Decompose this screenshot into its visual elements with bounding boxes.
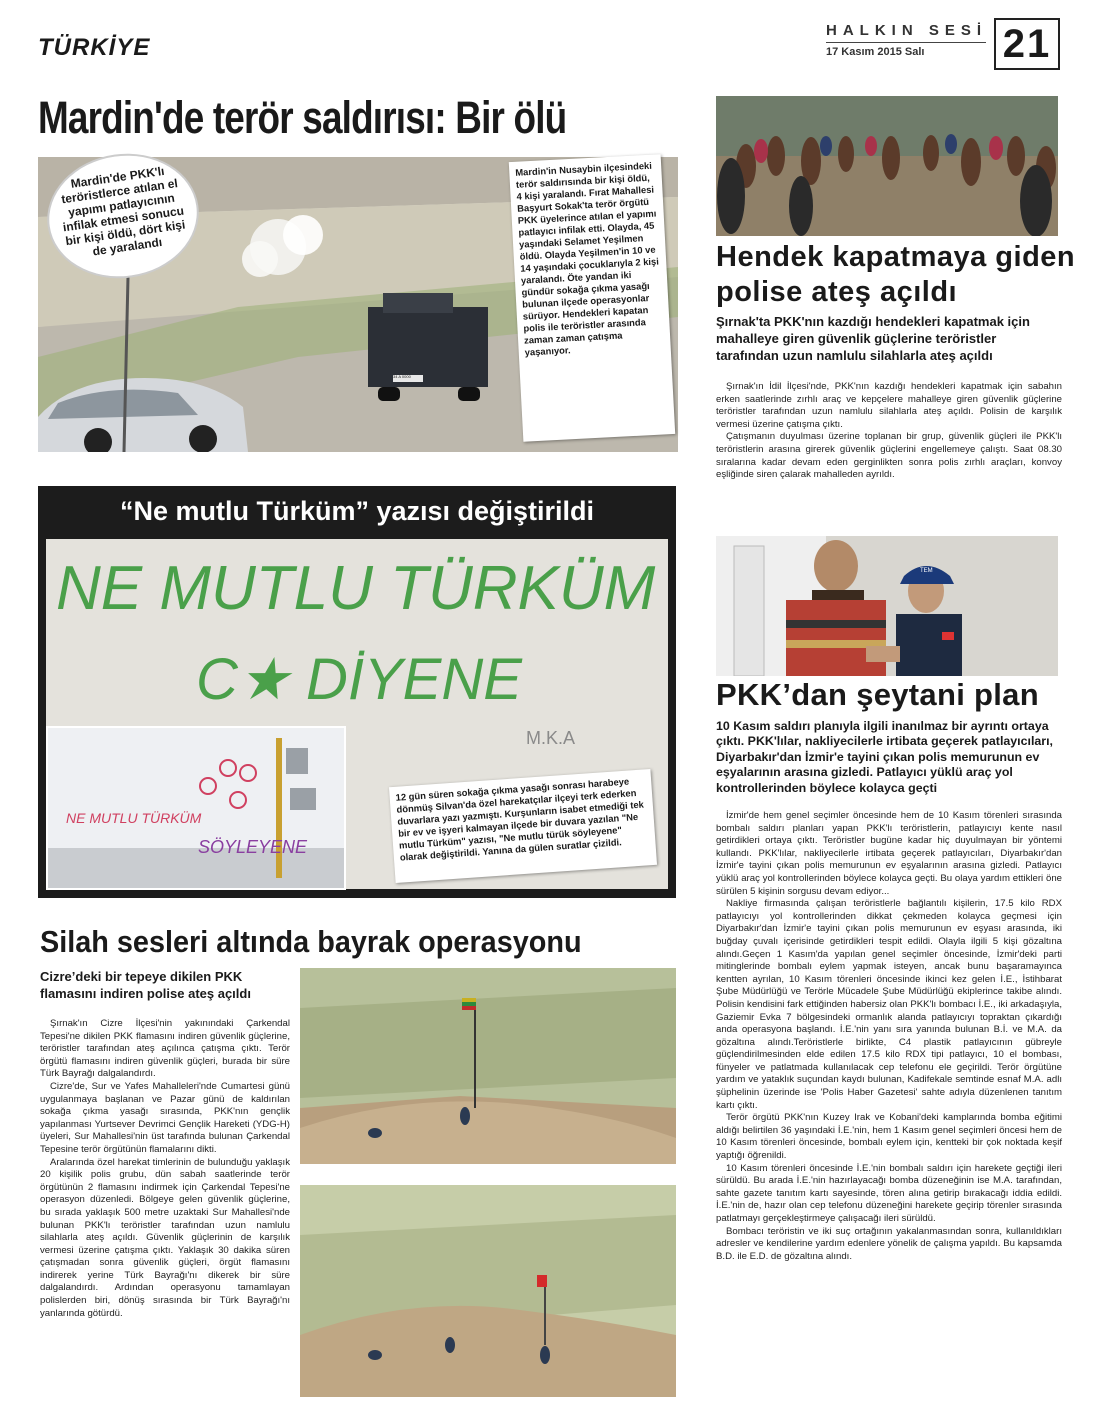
mardin-note: Mardin'in Nusaybin ilçesindeki terör saldırısında bir kişi öldü, 4 kişi yaralandı. Fırat Mahallesi Başyurt Sokak'ta terör örgütü PKK üyelerince atılan el yapımı patlayıcı infilak etti. Olayda, 45 yaşındaki Selamet Yeşilmen öldü. Olayda Yeşilmen'in 10 ve 14 yaşındaki çocuklarıyla 2 kişi yaralandı. Öte yandan iki gündür sokağa çıkma yasağı bulunan ilçede operasyonlar sürüyor. Hendekleri kapatan polis ile teröristler arasında zaman zaman çatışma yaşanıyor.	[509, 154, 675, 442]
graffiti-line2: C★ DİYENE	[196, 647, 522, 712]
plan-paragraph: Terör örgütü PKK'nın Kuzey Irak ve Kobani'deki kamplarında bomba eğitimi aldığı belirtilen 36 yaşındaki İ.E.'nin, hem 1 Kasım genel seçimleri öncesi hem de 10 Kasım törenleri öncesinde, bombalı eylem için, kentteki bir çok noktada keşif yaptığı öğrenildi.	[716, 1112, 1062, 1162]
mardin-bubble-caption: Mardin'de PKK'lı teröristlerce atılan el yapımı patlayıcının infilak etmesi sonucu bir kişi öldü, dört kişi de yaralandı	[39, 144, 207, 288]
plate-text: 34 A 0000	[393, 374, 411, 379]
bayrak-body	[40, 1018, 290, 1320]
inset-line2: SÖYLEYENE	[198, 837, 308, 857]
plan-paragraph: Bombacı teröristin ve iki suç ortağının yakalanmasından sonra, kullanıldıkları adresler ve kendilerine yardım edenlere yönelik de çalışma yapıldı. Bu kapsamda B.D. ile E.D. de gözaltına alındı.	[716, 1225, 1062, 1262]
turkum-panel	[38, 486, 676, 898]
plan-paragraph: İzmir'de hem genel seçimler öncesinde hem de 10 Kasım törenleri sırasında bombalı saldırı planları yapan PKK'lı teröristlerin, patlayıcıyı kente nasıl getirdikleri ortaya çıktı. Teröristler bugüne kadar hiç duyulmayan bir yöntemi kullandı. PKK'lılar, nakliyecilerle irtibata geçerek patlayıcıları, Diyarbakır'dan İzmir'e tayini çıkan polis memurunun ev eşyalarının arasına gizledi. Patlayıcı yüklü araç yol kontrollerinden böylece kolayca geçti. Bu olaya yardım ettikleri öne sürülen 5 kişinin sorgusu devam ediyor...	[716, 810, 1062, 897]
turkum-note: 12 gün süren sokağa çıkma yasağı sonrası harabeye dönmüş Silvan'da özel harekatçılar ilçeyi terk ederken duvarlara yazı yazmıştı. Kurşunların isabet etmediği tek bir ev ve işyeri kalmayan ilçede bir duvara yazılan "Ne mutlu Türküm" yazısı, "Ne mutlu türük söyleyene" olarak değiştirildi. Yanına da gülen suratlar çizildi.	[389, 769, 657, 883]
bayrak-paragraph: Cizre'de, Sur ve Yafes Mahalleleri'nde Cumartesi günü uygulanmaya başlanan ve Pazar günü de kaldırılan sokağa çıkma yasağı sırasında, PKK'nın gençlik yapılanması Yurtsever Devrimci Gençlik Hareketi (YDG-H) üyeleri, Sur Mahallesi'nin üst tarafında bulunan Çarkendal Tepesine terör örgütünün flamalarını dikti.	[40, 1080, 290, 1155]
newspaper-name: HALKIN SESİ	[826, 22, 988, 39]
graffiti-signature: M.K.A	[526, 728, 576, 748]
graffiti-inset-photo	[46, 726, 346, 890]
hendek-paragraph: Şırnak'ın İdil İlçesi'nde, PKK'nın kazdığı hendekleri kapatmak için sabahın erken saatlerinde zırhlı araç ve kepçelere mahalleye giren güvenlik güçlerine teröristler tarafından uzun namlulu silahlarla ateş açıldı. Polisin de karşılık vermesi üzerine çatışma çıktı.	[716, 381, 1062, 430]
graffiti-line1: NE MUTLU TÜRKÜM	[56, 554, 656, 623]
bayrak-photo-bottom	[300, 1185, 676, 1397]
plan-headline: PKK’dan şeytani plan	[716, 677, 1039, 712]
inset-line1: NE MUTLU TÜRKÜM	[66, 810, 202, 826]
hendek-paragraph: Çatışmanın duyulması üzerine toplanan bir grup, güvenlik güçleri ile PKK'lı teröristlerin arasına girerek güvenlik güçlerini engellemeye çalıştı. Saat 08.30 sıralarına kadar devam eden gerginlikten sonra polis zırhlı araçları, konvoy eşliğinde siren çalarak mahalleden ayrıldı.	[716, 431, 1062, 481]
bayrak-headline: Silah sesleri altında bayrak operasyonu	[40, 924, 582, 959]
page-number: 21	[994, 18, 1060, 70]
plan-paragraph: 10 Kasım törenleri öncesinde İ.E.'nin bombalı saldırı için harekete geçtiği ileri sürüldü. Bu arada İ.E.'nin hazırlayacağı bomba düzeneğinin ise M.A. tarafından, sahte gazete tanıtım kartı sayesinde, tören alına getirip bırakacağı iddia edildi. İ.E.'nin de, hazır olan cep telefonu düzeneğini harekete geçirip törenler sırasında patlatmayı gerçekleştirmeye çalışacağı ileri sürüldü.	[716, 1162, 1062, 1224]
section-label: TÜRKİYE	[38, 34, 151, 61]
bayrak-photo-top	[300, 968, 676, 1164]
masthead-rule	[826, 42, 986, 43]
hendek-body	[716, 381, 1062, 482]
hendek-subhead: Şırnak'ta PKK'nın kazdığı hendekleri kapatmak için mahalleye giren güvenlik güçlerine teröristler tarafından uzun namlulu silahlarla ateş açıldı	[716, 314, 1030, 363]
bayrak-paragraph: Şırnak'ın Cizre İlçesi'nin yakınındaki Çarkendal Tepesi'ne dikilen PKK flamasını indiren güvenlik güçlerine, teröristler tarafından ateş açılınca çatışma çıktı. Terör örgütü flamasını indiren güvenlik güçleri, burada bir süre Türk Bayrağı dalgalandırdı.	[40, 1018, 290, 1080]
plan-subhead: 10 Kasım saldırı planıyla ilgili inanılmaz bir ayrıntı ortaya çıktı. PKK'lılar, nakliyecilerle irtibata geçerek patlayıcıları, Diyarbakır'dan İzmir'e tayini çıkan polis memurunun ev eşyalarının arasına gizledi. Patlayıcı yüklü araç yol kontrollerinden böylece kolayca geçti	[716, 719, 1053, 795]
plan-body	[716, 810, 1062, 1263]
issue-date: 17 Kasım 2015 Salı	[826, 46, 925, 58]
mardin-plate	[393, 374, 411, 379]
bayrak-paragraph: Aralarında özel harekat timlerinin de bulunduğu yaklaşık 20 kişilik polis grubu, dün sabah saatlerinde terör örgütünün 2 flamasını indirmek için Çarkendal Tepesi'ne operasyon düzenledi. Bölgeye gelen güvenlik güçlerine, bu sırada yaklaşık 500 metre uzaktaki Sur Mahallesi'nde bulunan PKK'lı teröristler tarafından uzun namlulu silahlarla ateş açıldı. Güvenlik güçlerinin de karşılık vermesi üzerine çatışma çıktı. Yaklaşık 30 dakika süren çatışmadan sonra güvenlik güçleri, örgüt flamasını indirerek yerine Türk Bayrağı'nı dikerek bir süre dalgalandırdı. Ardından operasyonu tamamlayan polislerden biri, dönüş sırasında bir Türk Bayrağı'nı yanlarında götürdü.	[40, 1156, 290, 1319]
plan-paragraph: Nakliye firmasında çalışan teröristlerle bağlantılı kişilerin, 17.5 kilo RDX patlayıcıyı yol kontrollerinden dikkat çekmeden kolayca geçmesi için Diyarbakır'dan İzmir'e tayini çıkan polis memurunun ev eşyası arasında, iki buğday çuvalı içerisinde getirdikleri tespit edildi. Olayla ilgili 5 kişi gözaltına alındı.Geçen 1 Kasım'da yapılan genel seçimler öncesinde, İzmir'deki parti mitinglerinde bombalı eylem yapmak isteyen, ancak bunu başaramayınca kentten ayrılan, 10 Kasım törenleri öncesinde ikinci kez gelen İ.E., İstihbarat Şube Müdürlüğü ve Terörle Mücadele Şube Müdürlüğü ekiplerince takibe alındı. Polisin kendisini fark ettiğinden habersiz olan PKK'lı bombacı İ.E., iki arkadaşıyla, Gaziemir Evka 7 bölgesindeki ormanlık alanda patlayıcıyı topraktan çıkardığı anda operasyona başlandı. İ.E.'nin yanı sıra yanında bulunan B.İ. ve M.A. da gözaltına alındı.Teröristlerle birlikte, C4 plastik patlayıcının gübreyle güçlendirilmesinden elde edilen 17.5 kilo RDX tipi patlayıcı, 10 el bombası, fünyeler ve patlatmada kullanılacak cep telefonu ele geçirildi. Terör örgütüne yardım ve yataklık suçundan kaydı bulunan, Kadifekale semtinde esnaf M.A. adlı şüphelinin üzerinde ise 'Polis Haber Gazetesi' sahte adıyla düzenlenen tanıtım kartı çıktı.	[716, 898, 1062, 1111]
turkum-headline: “Ne mutlu Türküm” yazısı değiştirildi	[119, 496, 595, 526]
hendek-photo	[716, 96, 1058, 236]
mardin-headline: Mardin'de terör saldırısı: Bir ölü	[38, 92, 567, 143]
arrest-photo	[716, 536, 1058, 676]
cap-text: TEM	[920, 568, 933, 574]
hendek-headline: Hendek kapatmaya giden polise ateş açıldı	[716, 241, 1076, 308]
bayrak-subhead: Cizre’deki bir tepeye dikilen PKK flamasını indiren polise ateş açıldı	[40, 969, 251, 1001]
